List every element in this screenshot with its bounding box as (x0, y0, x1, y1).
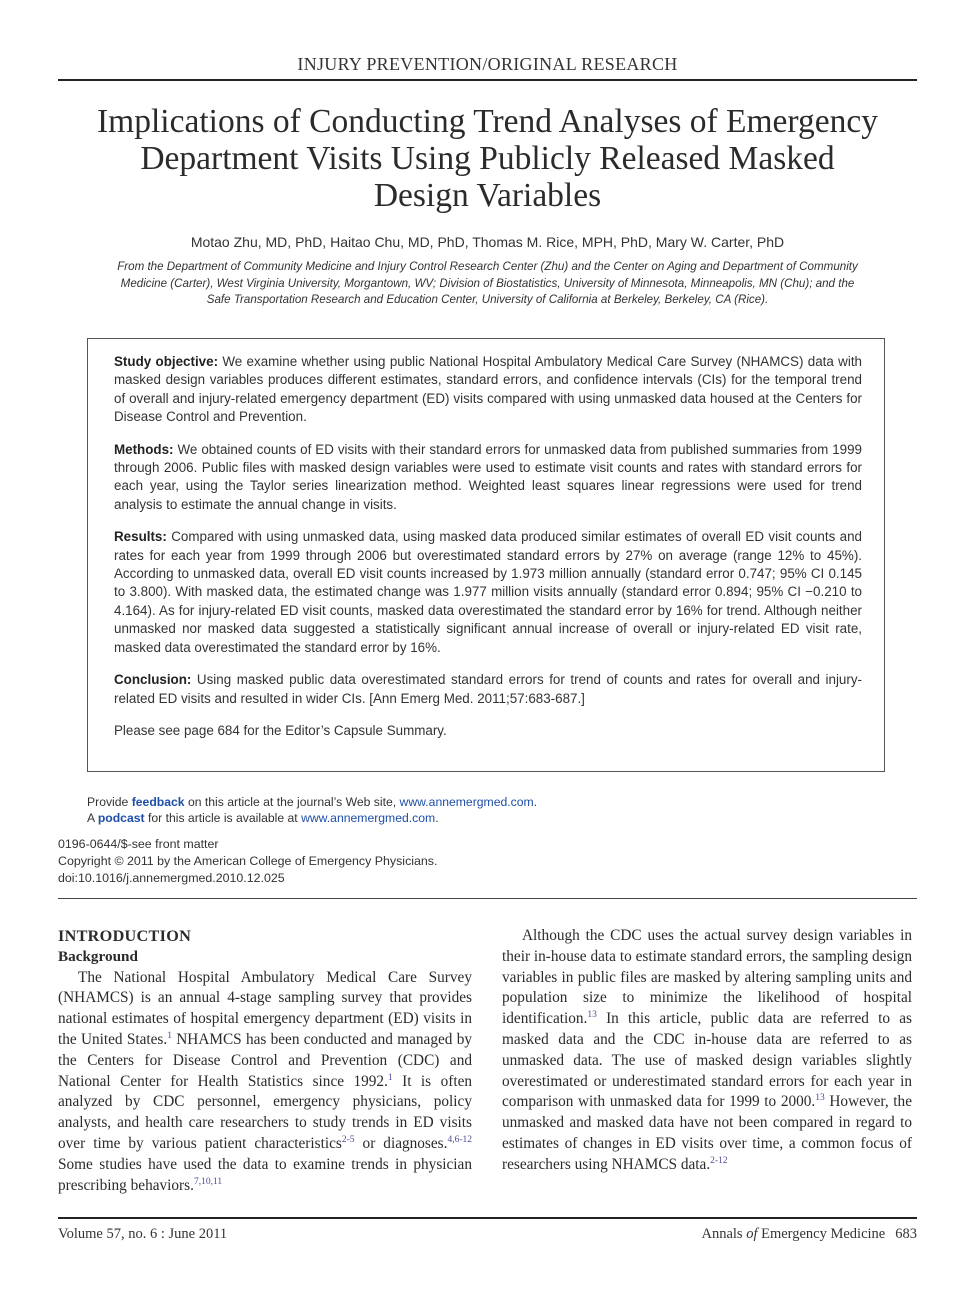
podcast-pre: A (87, 811, 98, 825)
masking-paragraph (502, 926, 912, 1176)
ref-8[interactable]: 2-12 (710, 1155, 728, 1166)
abstract-methods (114, 441, 862, 515)
capsule-note: Please see page 684 for the Editor’s Capsule Summary. (114, 722, 447, 738)
journal-name-of: of (746, 1226, 758, 1242)
intro-paragraph (58, 968, 472, 1197)
introduction-heading: INTRODUCTION (58, 927, 192, 945)
feedback-line (87, 794, 537, 810)
affiliations (64, 259, 911, 309)
affiliation-line-3: Safe Transportation Research and Education Center, University of California at Berkeley, Berkeley, CA (Rice). (206, 293, 769, 306)
mid-rule (58, 898, 917, 899)
footer-volume: Volume 57, no. 6 : June 2011 (58, 1226, 228, 1242)
article-links (87, 794, 537, 826)
masking-text-c: However, the unmasked and masked data have not been compared in regard to estimates of changes in ED visits over time, a common focus of researchers using NHAMCS data. (502, 1093, 912, 1173)
podcast-link[interactable]: podcast (97, 811, 145, 825)
affiliation-line-1: From the Department of Community Medicine and Injury Control Research Center (Zhu) and the Center on Aging and Department of Community (117, 260, 858, 273)
title-line-2: Department Visits Using Publicly Released Masked (140, 140, 835, 177)
methods-label: Methods: (114, 441, 174, 457)
abstract-objective (114, 353, 862, 427)
page-number: 683 (895, 1226, 917, 1242)
feedback-mid: on this article at the journal’s Web site, (184, 795, 400, 809)
intro-text-e: Some studies have used the data to examine trends in physician prescribing behaviors. (58, 1155, 472, 1194)
intro-text-c: It is often analyzed by CDC personnel, emergency physicians, policy analysts, and health care researchers to study trends in ED visits over time by various patient characteristics (58, 1072, 473, 1152)
title-line-3: Design Variables (373, 177, 602, 214)
background-heading: Background (58, 947, 138, 965)
abstract-box (87, 338, 885, 772)
ref-7[interactable]: 13 (815, 1093, 825, 1104)
objective-text: We examine whether using public National Hospital Ambulatory Medical Care Survey (NHAMCS) data with masked design variables produces different estimates, standard errors, and confidence intervals (CIs) for the temporal trend of overall and injury-related emergency department (ED) visits compared with using unmasked data housed at the Centers for Disease Control and Prevention. (114, 354, 862, 425)
issn: 0196-0644/$-see front matter (58, 837, 219, 851)
feedback-end: . (533, 795, 538, 809)
section-label: INJURY PREVENTION/ORIGINAL RESEARCH (297, 54, 678, 74)
publication-meta (58, 836, 437, 887)
feedback-pre: Provide (87, 795, 132, 809)
affiliation-line-2: Medicine (Carter), West Virginia University, Morgantown, WV; Division of Biostatistics, University of Minnesota, Minneapolis, MN (Chu); and the (120, 276, 855, 290)
author-list: Motao Zhu, MD, PhD, Haitao Chu, MD, PhD, Thomas M. Rice, MPH, PhD, Mary W. Carter, PhD (190, 234, 785, 250)
abstract-conclusion (114, 671, 862, 708)
intro-text-a: The National Hospital Ambulatory Medical Care Survey (NHAMCS) is an annual 4-stage sampling survey that provides national estimates of hospital emergency department (ED) visits in the United States. (58, 968, 472, 1048)
intro-text-d: or diagnoses. (354, 1134, 448, 1152)
website-link-1[interactable]: www.annemergmed.com (399, 795, 534, 809)
ref-3[interactable]: 2-5 (341, 1134, 355, 1145)
website-link-2[interactable]: www.annemergmed.com (301, 811, 436, 825)
journal-name-pre: Annals (701, 1226, 747, 1242)
podcast-end: . (435, 811, 439, 825)
ref-4[interactable]: 4,6-12 (447, 1134, 472, 1145)
left-column (58, 926, 472, 1196)
copyright: Copyright © 2011 by the American College of Emergency Physicians. (58, 854, 438, 868)
results-label: Results: (114, 529, 167, 545)
podcast-mid: for this article is available at (144, 811, 302, 825)
ref-1[interactable]: 1 (167, 1030, 172, 1041)
masking-text-b: In this article, public data are referred to as masked data and the CDC in-house data are referred to as unmasked data. The use of masked design variables slightly overestimated or underestimated standard errors for each year in comparison with unmasked data for 1999 to 2000. (502, 1010, 912, 1111)
footer-journal (701, 1226, 917, 1243)
conclusion-text: Using masked public data overestimated standard errors for trend of counts and rates for overall and injury-related ED visits and resulted in wider CIs. [Ann Emerg Med. 2011;57:683-687.] (114, 672, 862, 706)
article-title (80, 103, 895, 214)
abstract-results (114, 528, 862, 657)
feedback-link[interactable]: feedback (131, 795, 185, 809)
ref-2[interactable]: 1 (387, 1072, 393, 1083)
ref-6[interactable]: 13 (587, 1010, 597, 1021)
abstract-content (114, 353, 862, 754)
podcast-line (87, 810, 537, 826)
bottom-rule (58, 1217, 917, 1219)
objective-label: Study objective: (114, 354, 219, 369)
right-column (502, 926, 912, 1176)
methods-text: We obtained counts of ED visits with their standard errors for unmasked data from published summaries from 1999 through 2006. Public files with masked design variables were used to estimate visit counts and rates with standard errors for each year, using the Taylor series linearization method. Weighted least squares linear regressions were used for trend analysis to estimate the annual change in visits. (114, 441, 862, 512)
title-line-1: Implications of Conducting Trend Analyses of Emergency (97, 103, 878, 140)
conclusion-label: Conclusion: (114, 672, 192, 688)
journal-name-post: Emergency Medicine (757, 1226, 886, 1242)
masking-text-a: Although the CDC uses the actual survey design variables in their in-house data to estimate standard errors, the sampling design variables in public files are masked by altering sampling units and population size to minimize the likelihood of hospital identification. (502, 927, 912, 1028)
top-rule (58, 79, 917, 81)
intro-text-b: NHAMCS has been conducted and managed by the Centers for Disease Control and Prevention (CDC) and National Center for Health Statistics since 1992. (58, 1030, 472, 1090)
ref-5[interactable]: 7,10,11 (193, 1176, 223, 1187)
results-text: Compared with using unmasked data, using masked data produced similar estimates of overall ED visit counts and rates for each year from 1999 through 2006 but overestimated standard errors by 27% on average (range 12% to 45%). According to unmasked data, overall ED visit counts increased by 1.973 million annually (standard error 0.747; 95% CI 0.145 to 3.800). With masked data, the estimated change was 1.977 million visits annually (standard error 0.894; 95% CI −0.210 to 4.164). As for injury-related ED visit counts, masked data overestimated the standard error by 16% for trend. Although neither unmasked nor masked data suggested a statistically significant annual increase of overall or injury-related ED visit rate, masked data overestimated the standard error by 16%. (114, 529, 862, 655)
doi: doi:10.1016/j.annemergmed.2010.12.025 (58, 871, 285, 885)
